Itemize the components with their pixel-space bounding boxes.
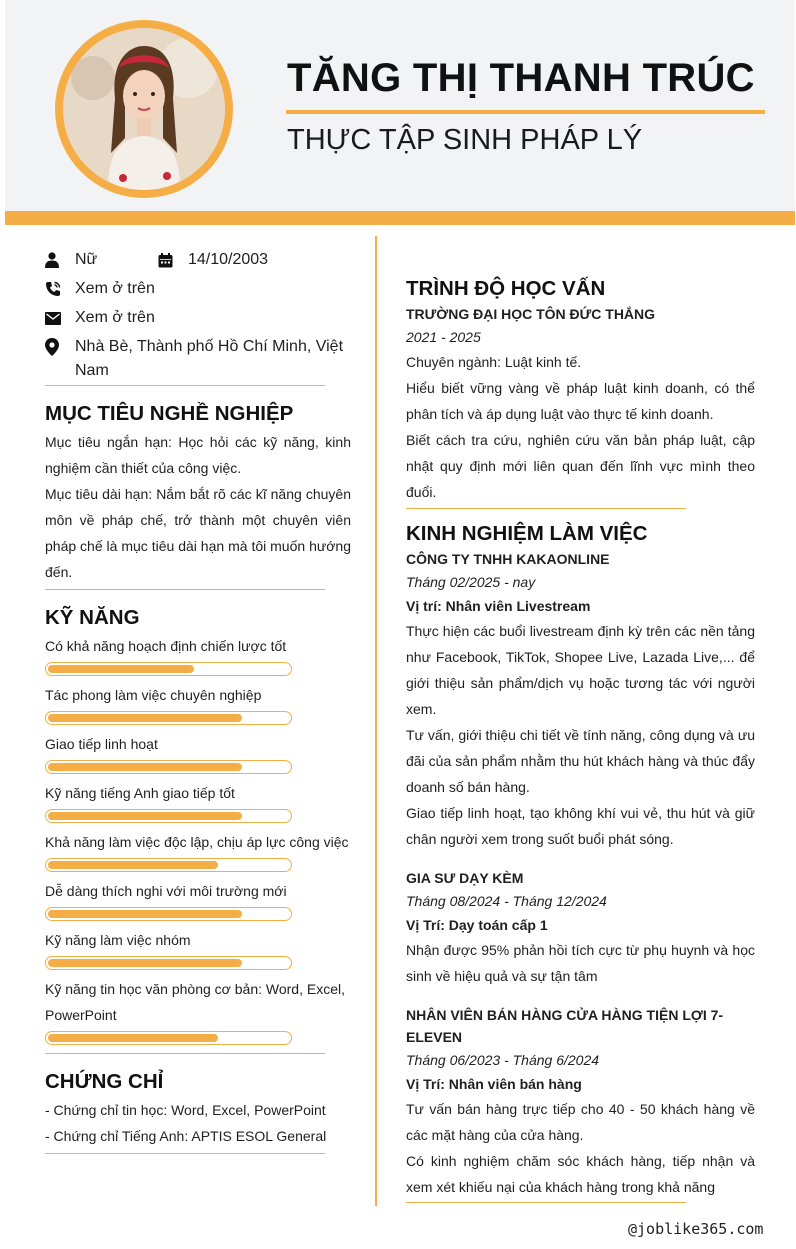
education-heading: TRÌNH ĐỘ HỌC VẤN <box>406 277 606 300</box>
skills-list <box>45 633 351 1045</box>
job-paragraph: Nhận được 95% phản hồi tích cực từ phụ huynh và học sinh về hiệu quả và sự tận tâm <box>406 942 755 984</box>
skill-level-fill <box>48 665 194 673</box>
skill-level-fill <box>48 910 242 918</box>
personal-info-row <box>45 248 351 272</box>
education-paragraph: Hiểu biết vững vàng về pháp luật kinh doanh, có thể phân tích và áp dụng luật vào thực tế kinh doanh. <box>406 380 755 422</box>
skill-item <box>45 780 351 823</box>
skill-label: Kỹ năng tiếng Anh giao tiếp tốt <box>45 785 235 801</box>
skill-label: Tác phong làm việc chuyên nghiệp <box>45 687 262 703</box>
skills-heading: KỸ NĂNG <box>45 606 140 629</box>
birthday-value: 14/10/2003 <box>188 251 269 268</box>
job-paragraph: Có kinh nghiệm chăm sóc khách hàng, tiếp nhận và xem xét khiếu nại của khách hàng trong khả năng <box>406 1153 755 1195</box>
phone-value: Xem ở trên <box>75 280 155 297</box>
job-paragraph: Thực hiện các buổi livestream định kỳ trên các nền tảng như Facebook, TikTok, Shopee Live, Lazada Live,... để giới thiệu sản phẩm/dịch vụ hoặc tương tác với người xem. <box>406 623 755 717</box>
skill-level-bar <box>45 858 292 872</box>
email-icon <box>45 306 75 330</box>
skill-level-bar <box>45 956 292 970</box>
header-accent-bar <box>5 211 795 225</box>
job-entry <box>406 1004 755 1200</box>
skill-item <box>45 682 351 725</box>
section-divider <box>45 385 325 386</box>
objective-long-term: Mục tiêu dài hạn: Nắm bắt rõ các kĩ năng chuyên môn về pháp chế, trở thành một chuyên viên pháp chế là mục tiêu dài hạn mà tôi muốn hướng đến. <box>45 486 351 580</box>
skill-label: Khả năng làm việc độc lập, chịu áp lực công việc <box>45 834 349 850</box>
skill-level-fill <box>48 812 242 820</box>
school-name: TRƯỜNG ĐẠI HỌC TÔN ĐỨC THẮNG <box>406 306 656 322</box>
skill-label: Có khả năng hoạch định chiến lược tốt <box>45 638 287 654</box>
skill-level-fill <box>48 861 218 869</box>
section-divider <box>45 589 325 590</box>
footer-handle: @joblike365.com <box>628 1220 764 1238</box>
objective-short-term: Mục tiêu ngắn hạn: Học hỏi các kỹ năng, kinh nghiệm cần thiết của công việc. <box>45 434 351 476</box>
column-divider <box>375 236 377 1206</box>
avatar <box>63 28 225 190</box>
skill-item <box>45 976 351 1045</box>
location-pin-icon <box>45 335 75 359</box>
skill-level-bar <box>45 760 292 774</box>
certificate-item: - Chứng chỉ tin học: Word, Excel, PowerPoint <box>45 1102 326 1118</box>
certificates-list <box>45 1097 351 1149</box>
avatar-frame <box>55 20 233 198</box>
skill-item <box>45 878 351 921</box>
email-value: Xem ở trên <box>75 309 155 326</box>
person-icon <box>45 248 75 272</box>
skill-level-fill <box>48 1034 218 1042</box>
job-org: GIA SƯ DẠY KÈM <box>406 870 524 886</box>
skill-level-bar <box>45 662 292 676</box>
section-divider <box>45 1153 325 1154</box>
education-paragraph: Biết cách tra cứu, nghiên cứu văn bản pháp luật, cập nhật quy định mới liên quan đến lĩnh vực mình theo đuổi. <box>406 432 755 500</box>
experience-heading: KINH NGHIỆM LÀM VIỆC <box>406 522 648 545</box>
email-row <box>45 306 351 330</box>
education-paragraph: Chuyên ngành: Luật kinh tế. <box>406 354 582 370</box>
phone-icon <box>45 277 75 301</box>
skill-item <box>45 731 351 774</box>
skill-level-bar <box>45 907 292 921</box>
candidate-name: TĂNG THỊ THANH TRÚC <box>287 56 755 100</box>
avatar-photo-icon <box>63 28 225 190</box>
skill-level-bar <box>45 809 292 823</box>
job-period: Tháng 06/2023 - Tháng 6/2024 <box>406 1052 600 1068</box>
skill-level-fill <box>48 714 242 722</box>
skill-item <box>45 927 351 970</box>
job-period: Tháng 08/2024 - Tháng 12/2024 <box>406 893 607 909</box>
address-row <box>45 335 351 383</box>
job-title: THỰC TẬP SINH PHÁP LÝ <box>287 124 643 156</box>
certificates-heading: CHỨNG CHỈ <box>45 1070 164 1093</box>
skill-label: Kỹ năng làm việc nhóm <box>45 932 191 948</box>
address-value: Nhà Bè, Thành phố Hồ Chí Minh, Việt Nam <box>75 338 344 379</box>
objective-heading: MỤC TIÊU NGHỀ NGHIỆP <box>45 402 294 425</box>
section-divider <box>45 1053 325 1054</box>
skill-level-bar <box>45 711 292 725</box>
skill-level-fill <box>48 763 242 771</box>
job-paragraph: Giao tiếp linh hoạt, tạo không khí vui vẻ, thu hút và giữ chân người xem trong suốt buổi phát sóng. <box>406 805 755 847</box>
job-org: CÔNG TY TNHH KAKAONLINE <box>406 551 610 567</box>
section-divider <box>406 508 686 509</box>
skill-item <box>45 829 351 872</box>
name-underline <box>286 110 765 114</box>
phone-row <box>45 277 351 301</box>
job-entry <box>406 867 755 989</box>
job-period: Tháng 02/2025 - nay <box>406 574 536 590</box>
skill-label: Dễ dàng thích nghi với môi trường mới <box>45 883 287 899</box>
calendar-icon <box>158 248 188 272</box>
skill-level-fill <box>48 959 242 967</box>
job-org: NHÂN VIÊN BÁN HÀNG CỬA HÀNG TIỆN LỢI 7-ELEVEN <box>406 1007 724 1045</box>
certificate-item: - Chứng chỉ Tiếng Anh: APTIS ESOL General <box>45 1128 327 1144</box>
skill-label: Kỹ năng tin học văn phòng cơ bản: Word, Excel, PowerPoint <box>45 981 345 1023</box>
job-paragraph: Tư vấn, giới thiệu chi tiết về tính năng, công dụng và ưu đãi của sản phẩm nhằm thu hút khách hàng và thúc đẩy doanh số bán hàng. <box>406 727 755 795</box>
skill-label: Giao tiếp linh hoạt <box>45 736 158 752</box>
job-paragraph: Tư vấn bán hàng trực tiếp cho 40 - 50 khách hàng về các mặt hàng của cửa hàng. <box>406 1101 755 1143</box>
gender-value: Nữ <box>75 251 98 268</box>
skill-item <box>45 633 351 676</box>
skill-level-bar <box>45 1031 292 1045</box>
job-role: Vị Trí: Dạy toán cấp 1 <box>406 917 548 933</box>
left-column <box>45 248 351 1154</box>
education-period: 2021 - 2025 <box>406 329 481 345</box>
right-column <box>406 276 755 1203</box>
job-role: Vị Trí: Nhân viên bán hàng <box>406 1076 582 1092</box>
job-role: Vị trí: Nhân viên Livestream <box>406 598 591 614</box>
section-divider <box>406 1202 686 1203</box>
job-entry <box>406 548 755 852</box>
